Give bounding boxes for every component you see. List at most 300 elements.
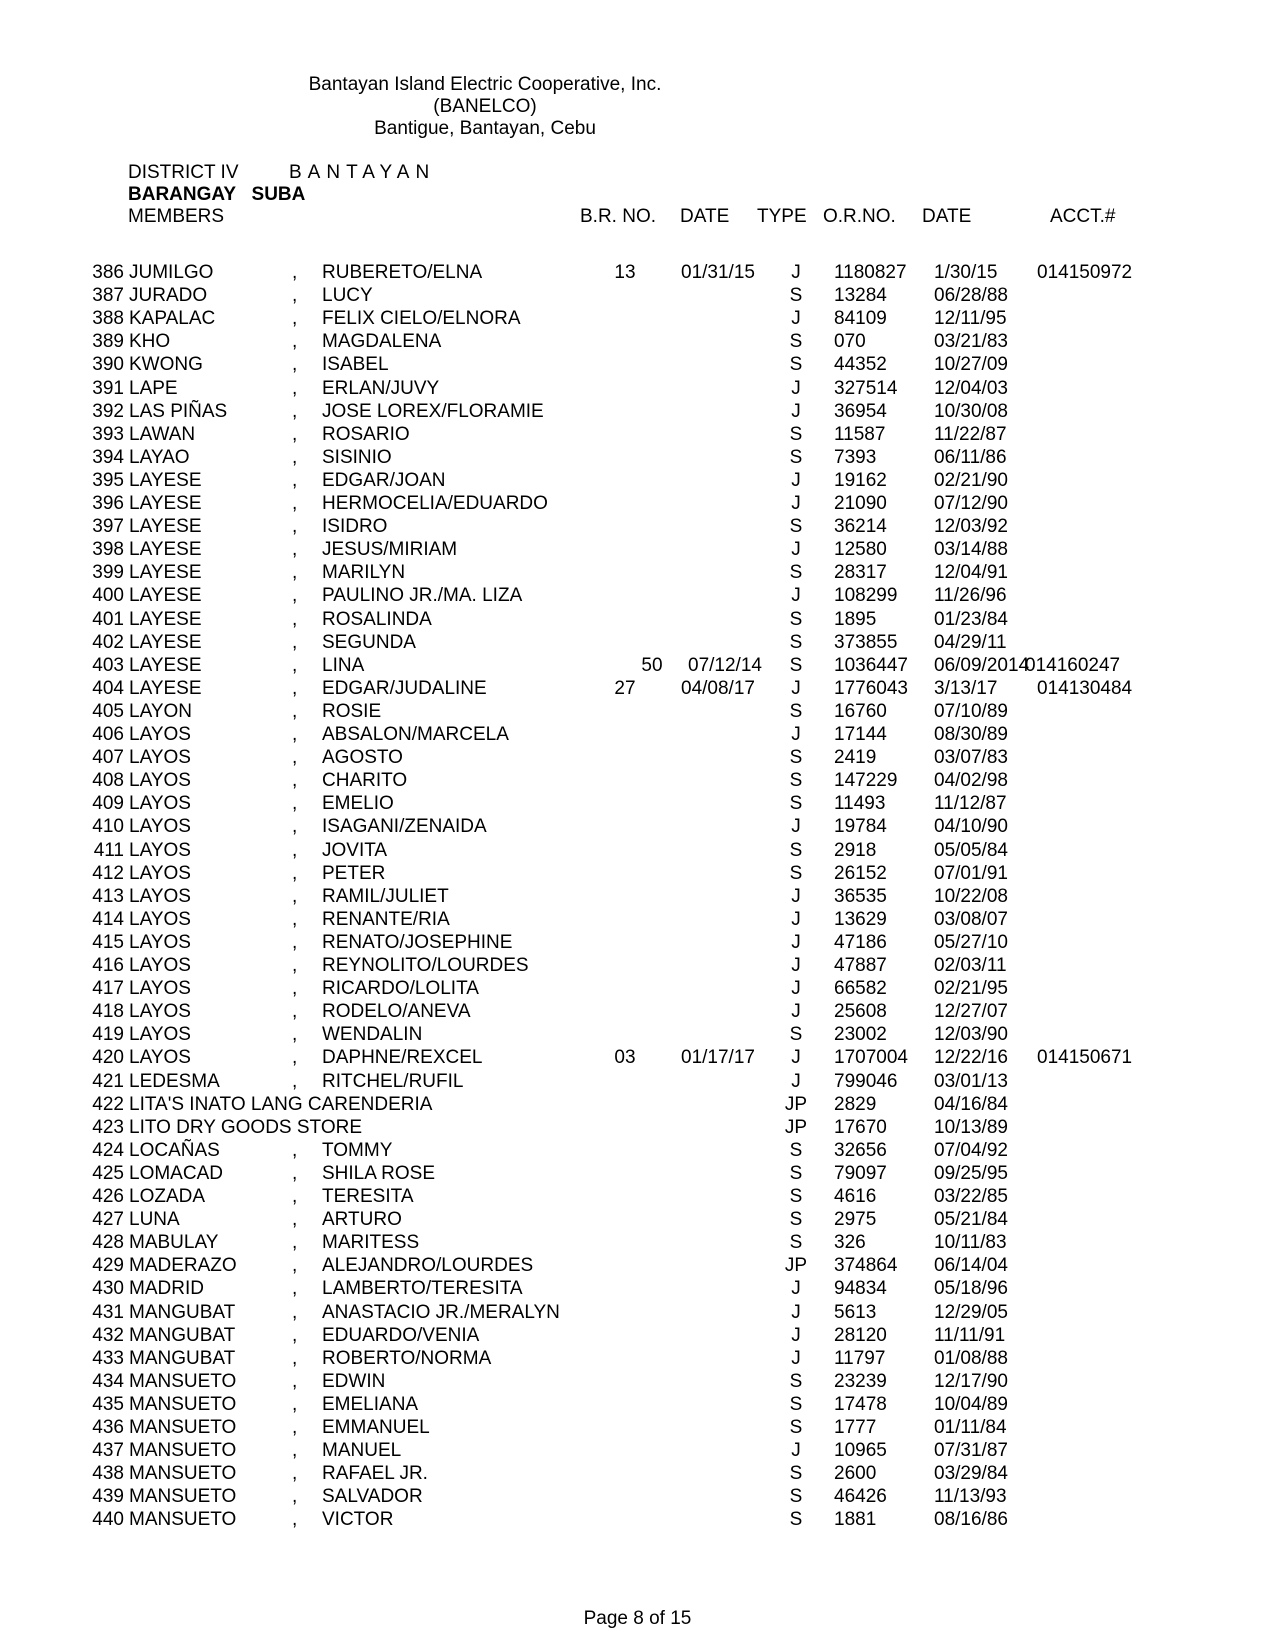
member-last-name: MANGUBAT bbox=[129, 1301, 236, 1323]
member-or-date: 03/29/84 bbox=[934, 1463, 1008, 1485]
member-or-no: 327514 bbox=[834, 377, 898, 399]
member-or-date: 03/07/83 bbox=[934, 747, 1008, 769]
member-last-name: LAYOS bbox=[129, 931, 191, 953]
member-type: S bbox=[789, 446, 803, 468]
member-or-no: 2918 bbox=[834, 839, 877, 861]
member-number: 421 bbox=[92, 1070, 124, 1092]
member-account-no: 014150972 bbox=[1037, 262, 1133, 283]
member-number: 413 bbox=[92, 885, 124, 907]
member-last-name: MANSUETO bbox=[129, 1393, 237, 1415]
member-type: JP bbox=[784, 1116, 808, 1138]
member-or-date: 07/31/87 bbox=[934, 1440, 1008, 1462]
member-or-no: 16760 bbox=[834, 700, 887, 722]
member-or-no: 7393 bbox=[834, 446, 877, 468]
member-last-name: LAYESE bbox=[129, 631, 202, 653]
name-separator: , bbox=[292, 1278, 298, 1300]
member-number: 435 bbox=[92, 1393, 124, 1415]
member-or-date: 10/30/08 bbox=[934, 400, 1008, 422]
barangay-label: BARANGAY SUBA bbox=[128, 184, 306, 205]
name-separator: , bbox=[292, 308, 298, 330]
member-number: 399 bbox=[92, 562, 124, 584]
member-number: 415 bbox=[92, 931, 124, 953]
member-row bbox=[0, 816, 1275, 838]
member-row bbox=[0, 1417, 1275, 1439]
member-type: J bbox=[791, 469, 801, 491]
member-row bbox=[0, 354, 1275, 376]
member-row bbox=[0, 331, 1275, 353]
member-first-name: TOMMY bbox=[322, 1139, 393, 1161]
member-last-name: LAPE bbox=[129, 377, 178, 399]
member-first-name: PETER bbox=[322, 862, 386, 884]
member-first-name: EDUARDO/VENIA bbox=[322, 1324, 480, 1346]
member-first-name: RENANTE/RIA bbox=[322, 908, 450, 930]
member-type: J bbox=[791, 1440, 801, 1462]
member-or-no: 32656 bbox=[834, 1139, 887, 1161]
name-separator: , bbox=[292, 724, 298, 745]
member-last-name: KHO bbox=[129, 331, 171, 353]
name-separator: , bbox=[292, 1139, 298, 1161]
member-number: 408 bbox=[92, 770, 124, 792]
name-separator: , bbox=[292, 700, 298, 722]
member-or-no: 13284 bbox=[834, 285, 887, 307]
member-row bbox=[0, 1047, 1275, 1069]
member-last-name: LAYESE bbox=[129, 469, 202, 491]
member-first-name: ROSALINDA bbox=[322, 608, 432, 630]
member-or-date: 3/13/17 bbox=[934, 677, 998, 699]
member-row bbox=[0, 793, 1275, 815]
member-type: S bbox=[789, 862, 803, 884]
name-separator: , bbox=[292, 1509, 298, 1531]
member-row bbox=[0, 1163, 1275, 1185]
member-or-date: 06/11/86 bbox=[934, 446, 1007, 468]
member-last-name: LAYESE bbox=[129, 608, 202, 630]
member-type: J bbox=[791, 908, 801, 930]
member-first-name: ISIDRO bbox=[322, 516, 388, 538]
town-label: BANTAYAN bbox=[289, 162, 436, 183]
member-br-no: 03 bbox=[614, 1047, 636, 1069]
member-or-date: 02/21/95 bbox=[934, 978, 1008, 1000]
col-date: DATE bbox=[680, 206, 730, 227]
member-last-name: MANSUETO bbox=[129, 1370, 237, 1392]
member-type: S bbox=[789, 654, 803, 676]
member-type: S bbox=[789, 793, 803, 815]
member-or-date: 11/13/93 bbox=[934, 1486, 1007, 1508]
member-type: S bbox=[789, 423, 803, 445]
col-type: TYPE bbox=[757, 206, 807, 227]
member-or-date: 03/22/85 bbox=[934, 1186, 1008, 1207]
member-first-name: ALEJANDRO/LOURDES bbox=[322, 1255, 534, 1277]
member-or-no: 84109 bbox=[834, 308, 887, 330]
member-first-name: TERESITA bbox=[322, 1186, 414, 1207]
member-last-name: LAYOS bbox=[129, 724, 191, 745]
member-last-name: LAYOS bbox=[129, 747, 191, 769]
member-number: 429 bbox=[92, 1255, 124, 1277]
member-type: J bbox=[791, 931, 801, 953]
member-first-name: RUBERETO/ELNA bbox=[322, 262, 483, 283]
member-or-no: 28120 bbox=[834, 1324, 887, 1346]
name-separator: , bbox=[292, 770, 298, 792]
member-type: J bbox=[791, 978, 801, 1000]
member-type: J bbox=[791, 539, 801, 561]
member-or-no: 19162 bbox=[834, 469, 887, 491]
name-separator: , bbox=[292, 1417, 298, 1438]
member-number: 411 bbox=[93, 839, 124, 861]
member-first-name: RICARDO/LOLITA bbox=[322, 978, 479, 1000]
member-row bbox=[0, 840, 1275, 862]
member-or-date: 05/27/10 bbox=[934, 931, 1008, 953]
member-first-name: EDGAR/JUDALINE bbox=[322, 677, 487, 699]
member-last-name: LAYOS bbox=[129, 1024, 191, 1046]
member-first-name: EMELIO bbox=[322, 793, 394, 815]
name-separator: , bbox=[292, 862, 298, 884]
member-row bbox=[0, 539, 1275, 561]
member-row bbox=[0, 1278, 1275, 1300]
member-number: 392 bbox=[92, 400, 124, 422]
member-type: S bbox=[789, 608, 803, 630]
member-type: S bbox=[789, 770, 803, 792]
member-number: 425 bbox=[92, 1162, 124, 1184]
member-row bbox=[0, 932, 1275, 954]
member-or-no: 47186 bbox=[834, 931, 887, 953]
member-number: 386 bbox=[92, 262, 124, 283]
member-type: J bbox=[791, 677, 801, 699]
member-first-name: WENDALIN bbox=[322, 1024, 423, 1046]
name-separator: , bbox=[292, 1024, 298, 1046]
member-number: 395 bbox=[92, 469, 124, 491]
member-or-no: 25608 bbox=[834, 1001, 887, 1023]
member-type: J bbox=[791, 1001, 801, 1023]
member-or-no: 147229 bbox=[834, 770, 898, 792]
member-or-no: 373855 bbox=[834, 631, 898, 653]
member-type: S bbox=[789, 1417, 803, 1438]
member-number: 407 bbox=[92, 747, 124, 769]
member-or-date: 06/28/88 bbox=[934, 285, 1008, 307]
member-row bbox=[0, 1509, 1275, 1531]
member-type: J bbox=[791, 1324, 801, 1346]
member-number: 428 bbox=[92, 1232, 124, 1254]
name-separator: , bbox=[292, 493, 298, 514]
member-row bbox=[0, 747, 1275, 769]
member-or-no: 11797 bbox=[834, 1347, 886, 1369]
name-separator: , bbox=[292, 423, 298, 445]
member-row bbox=[0, 1094, 1275, 1116]
member-type: S bbox=[789, 1209, 803, 1231]
member-number: 404 bbox=[92, 677, 124, 699]
member-first-name: PAULINO JR./MA. LIZA bbox=[322, 585, 523, 607]
member-number: 436 bbox=[92, 1417, 124, 1438]
member-or-date: 1/30/15 bbox=[934, 262, 998, 283]
member-first-name: EDGAR/JOAN bbox=[322, 469, 446, 491]
member-first-name: RODELO/ANEVA bbox=[322, 1001, 471, 1023]
member-last-name: MADRID bbox=[129, 1278, 204, 1300]
member-number: 398 bbox=[92, 539, 124, 561]
member-type: S bbox=[789, 839, 803, 861]
name-separator: , bbox=[292, 1186, 298, 1207]
name-separator: , bbox=[292, 816, 298, 838]
member-number: 433 bbox=[92, 1347, 124, 1369]
org-address: Bantigue, Bantayan, Cebu bbox=[374, 118, 596, 139]
member-first-name: EDWIN bbox=[322, 1370, 386, 1392]
member-first-name: SHILA ROSE bbox=[322, 1162, 435, 1184]
member-type: J bbox=[791, 816, 801, 838]
name-separator: , bbox=[292, 1347, 298, 1369]
name-separator: , bbox=[292, 539, 298, 561]
member-type: JP bbox=[784, 1093, 808, 1115]
name-separator: , bbox=[292, 331, 298, 353]
member-or-no: 108299 bbox=[834, 585, 898, 607]
member-or-date: 09/25/95 bbox=[934, 1162, 1008, 1184]
member-or-no: 94834 bbox=[834, 1278, 887, 1300]
member-or-date: 07/01/91 bbox=[934, 862, 1008, 884]
member-first-name: MAGDALENA bbox=[322, 331, 442, 353]
member-last-name: LUNA bbox=[129, 1209, 180, 1231]
member-first-name: HERMOCELIA/EDUARDO bbox=[322, 493, 548, 514]
member-last-name: LAYESE bbox=[129, 677, 202, 699]
member-type: J bbox=[791, 262, 801, 283]
member-row bbox=[0, 655, 1275, 677]
member-or-date: 12/04/03 bbox=[934, 377, 1008, 399]
member-or-date: 03/01/13 bbox=[934, 1070, 1008, 1092]
member-account-no: 014150671 bbox=[1037, 1047, 1133, 1069]
member-first-name: ISAGANI/ZENAIDA bbox=[322, 816, 487, 838]
member-or-no: 46426 bbox=[834, 1486, 887, 1508]
member-first-name: JESUS/MIRIAM bbox=[322, 539, 458, 561]
member-first-name: LAMBERTO/TERESITA bbox=[322, 1278, 523, 1300]
member-row bbox=[0, 1209, 1275, 1231]
member-row bbox=[0, 886, 1275, 908]
member-last-name: LOZADA bbox=[129, 1186, 206, 1207]
member-first-name: ISABEL bbox=[322, 354, 389, 376]
member-or-no: 17670 bbox=[834, 1116, 887, 1138]
member-row bbox=[0, 1071, 1275, 1093]
member-or-no: 44352 bbox=[834, 354, 887, 376]
member-or-no: 1881 bbox=[834, 1509, 877, 1531]
member-number: 387 bbox=[92, 285, 124, 307]
member-first-name: VICTOR bbox=[322, 1509, 394, 1531]
member-row bbox=[0, 1255, 1275, 1277]
member-last-name: LAYOS bbox=[129, 885, 191, 907]
member-last-name: LAYESE bbox=[129, 562, 202, 584]
member-type: J bbox=[791, 955, 801, 976]
member-or-no: 799046 bbox=[834, 1070, 898, 1092]
member-first-name: MARILYN bbox=[322, 562, 406, 584]
member-first-name: ROSIE bbox=[322, 700, 382, 722]
member-number: 417 bbox=[92, 978, 124, 1000]
member-last-name: MADERAZO bbox=[129, 1255, 237, 1277]
member-first-name: LUCY bbox=[322, 285, 373, 307]
member-number: 419 bbox=[92, 1024, 124, 1046]
member-number: 434 bbox=[92, 1370, 124, 1392]
member-row bbox=[0, 1348, 1275, 1370]
member-row bbox=[0, 1371, 1275, 1393]
member-first-name: JOVITA bbox=[322, 839, 388, 861]
member-or-date: 12/03/92 bbox=[934, 516, 1008, 538]
member-or-date: 01/08/88 bbox=[934, 1347, 1008, 1369]
member-number: 440 bbox=[92, 1509, 124, 1531]
member-or-no: 2600 bbox=[834, 1463, 877, 1485]
member-or-no: 11493 bbox=[834, 793, 886, 815]
name-separator: , bbox=[292, 285, 298, 307]
member-number: 410 bbox=[92, 816, 124, 838]
member-type: J bbox=[791, 1047, 801, 1069]
member-type: J bbox=[791, 1347, 801, 1369]
member-last-name: LAYOS bbox=[129, 770, 191, 792]
member-br-no: 27 bbox=[614, 677, 636, 699]
member-row bbox=[0, 378, 1275, 400]
member-or-date: 03/21/83 bbox=[934, 331, 1008, 353]
member-type: J bbox=[791, 885, 801, 907]
member-or-date: 07/04/92 bbox=[934, 1139, 1008, 1161]
member-row bbox=[0, 770, 1275, 792]
member-or-date: 03/14/88 bbox=[934, 539, 1008, 561]
name-separator: , bbox=[292, 1001, 298, 1023]
member-last-name: KWONG bbox=[129, 354, 203, 376]
member-last-name: LAS PIÑAS bbox=[129, 400, 228, 422]
member-first-name: MARITESS bbox=[322, 1232, 420, 1254]
name-separator: , bbox=[292, 1162, 298, 1184]
member-type: S bbox=[789, 354, 803, 376]
name-separator: , bbox=[292, 654, 298, 676]
org-name: Bantayan Island Electric Cooperative, Inc. bbox=[308, 74, 662, 95]
member-last-name: MABULAY bbox=[129, 1232, 219, 1254]
name-separator: , bbox=[292, 608, 298, 630]
member-last-name: LITA'S INATO LANG CARENDERIA bbox=[129, 1093, 433, 1115]
member-or-date: 12/03/90 bbox=[934, 1024, 1008, 1046]
member-row bbox=[0, 1232, 1275, 1254]
member-or-no: 12580 bbox=[834, 539, 887, 561]
member-number: 432 bbox=[92, 1324, 124, 1346]
member-or-no: 1895 bbox=[834, 608, 877, 630]
member-number: 412 bbox=[92, 862, 124, 884]
member-type: S bbox=[789, 1024, 803, 1046]
member-last-name: MANSUETO bbox=[129, 1509, 237, 1531]
member-row bbox=[0, 493, 1275, 515]
member-or-date: 04/02/98 bbox=[934, 770, 1008, 792]
name-separator: , bbox=[292, 1232, 298, 1254]
member-last-name: LOMACAD bbox=[129, 1162, 223, 1184]
name-separator: , bbox=[292, 1255, 298, 1277]
col-acct: ACCT.# bbox=[1050, 206, 1116, 227]
member-or-date: 12/22/16 bbox=[934, 1047, 1008, 1069]
member-row bbox=[0, 1440, 1275, 1462]
name-separator: , bbox=[292, 446, 298, 468]
member-type: J bbox=[791, 724, 801, 745]
member-first-name: ANASTACIO JR./MERALYN bbox=[322, 1301, 560, 1323]
member-or-no: 11587 bbox=[834, 423, 886, 445]
name-separator: , bbox=[292, 516, 298, 538]
member-or-date: 12/11/95 bbox=[934, 308, 1007, 330]
member-last-name: LAYON bbox=[129, 700, 193, 722]
member-first-name: MANUEL bbox=[322, 1440, 402, 1462]
member-type: S bbox=[789, 516, 803, 538]
member-number: 396 bbox=[92, 493, 124, 514]
name-separator: , bbox=[292, 1047, 298, 1069]
member-last-name: MANSUETO bbox=[129, 1463, 237, 1485]
name-separator: , bbox=[292, 793, 298, 815]
member-number: 397 bbox=[92, 516, 124, 538]
member-or-no: 21090 bbox=[834, 493, 887, 514]
member-or-date: 12/29/05 bbox=[934, 1301, 1008, 1323]
member-number: 414 bbox=[92, 908, 124, 930]
member-last-name: LITO DRY GOODS STORE bbox=[129, 1116, 362, 1138]
member-number: 420 bbox=[92, 1047, 124, 1069]
member-or-no: 326 bbox=[834, 1232, 866, 1254]
member-row bbox=[0, 632, 1275, 654]
member-last-name: LAYOS bbox=[129, 816, 191, 838]
name-separator: , bbox=[292, 1440, 298, 1462]
member-br-date: 01/17/17 bbox=[681, 1047, 755, 1069]
member-account-no: 014160247 bbox=[1025, 654, 1121, 676]
member-type: S bbox=[789, 1186, 803, 1207]
member-first-name: DAPHNE/REXCEL bbox=[322, 1047, 483, 1069]
member-row bbox=[0, 585, 1275, 607]
member-row bbox=[0, 1463, 1275, 1485]
member-or-no: 374864 bbox=[834, 1255, 898, 1277]
member-first-name: EMMANUEL bbox=[322, 1417, 430, 1438]
member-row bbox=[0, 1325, 1275, 1347]
name-separator: , bbox=[292, 955, 298, 976]
name-separator: , bbox=[292, 1393, 298, 1415]
member-first-name: ERLAN/JUVY bbox=[322, 377, 440, 399]
member-or-no: 36535 bbox=[834, 885, 887, 907]
name-separator: , bbox=[292, 839, 298, 861]
member-br-date: 01/31/15 bbox=[681, 262, 755, 283]
member-type: J bbox=[791, 377, 801, 399]
name-separator: , bbox=[292, 1301, 298, 1323]
member-account-no: 014130484 bbox=[1037, 677, 1133, 699]
member-or-date: 05/21/84 bbox=[934, 1209, 1008, 1231]
member-or-no: 2829 bbox=[834, 1093, 877, 1115]
col-or-no: O.R.NO. bbox=[823, 206, 896, 227]
member-or-date: 05/18/96 bbox=[934, 1278, 1008, 1300]
member-or-date: 10/11/83 bbox=[934, 1232, 1007, 1254]
member-last-name: JURADO bbox=[129, 285, 208, 307]
member-first-name: RAMIL/JULIET bbox=[322, 885, 449, 907]
member-or-no: 23239 bbox=[834, 1370, 887, 1392]
member-or-no: 5613 bbox=[834, 1301, 877, 1323]
member-first-name: AGOSTO bbox=[322, 747, 403, 769]
member-or-no: 1777 bbox=[834, 1417, 877, 1438]
member-type: S bbox=[789, 631, 803, 653]
member-last-name: LAYOS bbox=[129, 908, 191, 930]
member-number: 401 bbox=[92, 608, 124, 630]
member-number: 402 bbox=[92, 631, 124, 653]
member-row bbox=[0, 909, 1275, 931]
member-row bbox=[0, 1117, 1275, 1139]
member-type: J bbox=[791, 493, 801, 514]
member-last-name: LAWAN bbox=[129, 423, 196, 445]
member-or-date: 03/08/07 bbox=[934, 908, 1008, 930]
member-first-name: REYNOLITO/LOURDES bbox=[322, 955, 529, 976]
member-or-date: 11/22/87 bbox=[934, 423, 1007, 445]
member-or-no: 79097 bbox=[834, 1162, 887, 1184]
member-row bbox=[0, 978, 1275, 1000]
member-last-name: LAYOS bbox=[129, 839, 191, 861]
member-last-name: MANGUBAT bbox=[129, 1347, 236, 1369]
name-separator: , bbox=[292, 1486, 298, 1508]
member-number: 405 bbox=[92, 700, 124, 722]
member-row bbox=[0, 1394, 1275, 1416]
member-number: 389 bbox=[92, 331, 124, 353]
member-row bbox=[0, 401, 1275, 423]
member-first-name: SISINIO bbox=[322, 446, 392, 468]
member-type: S bbox=[789, 1393, 803, 1415]
member-row bbox=[0, 1001, 1275, 1023]
name-separator: , bbox=[292, 262, 298, 283]
member-number: 388 bbox=[92, 308, 124, 330]
member-last-name: LAYOS bbox=[129, 862, 191, 884]
member-row bbox=[0, 1024, 1275, 1046]
